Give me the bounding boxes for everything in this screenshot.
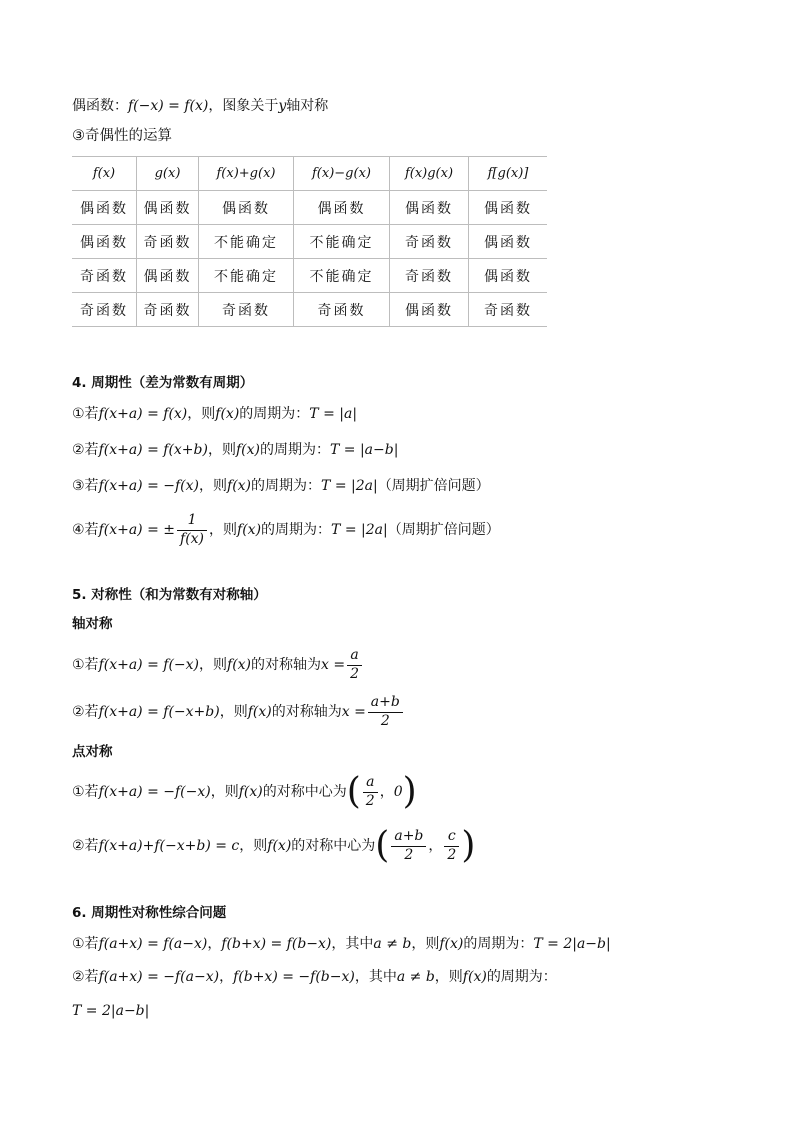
table-row (72, 225, 547, 259)
period-item-2 (72, 440, 398, 460)
item-result: T = |2a| (331, 522, 388, 538)
item-where: ，其中 (354, 969, 397, 985)
combo-item-1 (72, 934, 611, 954)
item-result: x = (321, 657, 346, 673)
item-label: ①若 (72, 657, 99, 673)
table-cell: 不能确定 (294, 225, 390, 259)
fraction-numerator: a (363, 775, 378, 792)
right-paren: ) (461, 825, 476, 866)
item-mid: ，则 (209, 522, 238, 538)
item-mid: ，则 (434, 969, 463, 985)
table-cell: 奇函数 (469, 293, 548, 327)
item-result-text: 的周期为： (463, 936, 534, 952)
item-inequality: a ≠ b (396, 969, 435, 985)
item-condition: f(x+a) = f(−x) (98, 657, 200, 673)
item-condition: f(b+x) = −f(b−x) (233, 969, 355, 985)
left-paren: ( (375, 825, 390, 866)
table-row (72, 191, 547, 225)
fraction (347, 648, 362, 682)
fraction-numerator: a+b (368, 695, 403, 712)
fraction-denominator: f(x) (180, 530, 205, 547)
item-note: （周期扩倍问题） (387, 522, 500, 538)
section-5-title: 5. 对称性（和为常数有对称轴） (72, 587, 267, 603)
header-cell: f(x)−g(x) (294, 157, 390, 191)
fraction-denominator: 2 (365, 792, 375, 809)
table-cell: 奇函数 (294, 293, 390, 327)
fraction (177, 513, 207, 547)
fraction (368, 695, 403, 729)
table-cell: 奇函数 (72, 259, 137, 293)
even-def-axis: y (278, 98, 287, 114)
item-result-text: 的对称中心为 (291, 838, 376, 854)
axis-item-1 (72, 645, 364, 685)
item-fx: f(x) (247, 704, 272, 720)
table-header-row (72, 157, 547, 191)
item-condition: f(x+a)+f(−x+b) = c (98, 838, 240, 854)
item-mid: ，则 (199, 478, 228, 494)
fraction (363, 775, 378, 809)
item-result-text: 的对称轴为 (251, 657, 322, 673)
table-cell: 偶函数 (390, 191, 469, 225)
separator: ， (428, 838, 443, 854)
header-cell: f(x)g(x) (390, 157, 469, 191)
fraction-denominator: 2 (447, 846, 457, 863)
period-item-1 (72, 404, 357, 424)
fraction (391, 829, 426, 863)
item-mid: ，则 (210, 784, 239, 800)
item-label: ②若 (72, 442, 99, 458)
section-4-title: 4. 周期性（差为常数有周期） (72, 375, 254, 391)
item-result-text: 的对称中心为 (262, 784, 347, 800)
item-fx: f(x) (439, 936, 464, 952)
table-cell: 偶函数 (199, 191, 294, 225)
combo-item-2 (72, 967, 557, 987)
item-label: ①若 (72, 784, 99, 800)
even-def-prefix: 偶函数： (72, 98, 128, 114)
even-def-formula: f(−x) = f(x) (128, 98, 209, 114)
item-label: ③若 (72, 478, 99, 494)
item-label: ②若 (72, 838, 99, 854)
item-condition: f(x+a) = −f(x) (98, 478, 200, 494)
left-paren: ( (346, 771, 361, 812)
item-note: （周期扩倍问题） (377, 478, 490, 494)
point-symmetry-title: 点对称 (72, 744, 113, 760)
table-cell: 奇函数 (72, 293, 137, 327)
item-result-text: 的周期为： (251, 478, 322, 494)
item-fx: f(x) (215, 406, 240, 422)
point-item-1 (72, 770, 417, 814)
parity-ops-title: ③奇偶性的运算 (72, 128, 172, 144)
item-result-text: 的周期为： (239, 406, 310, 422)
fraction-denominator: 2 (404, 846, 414, 863)
fraction-numerator: a+b (391, 829, 426, 846)
separator: ， (207, 936, 222, 952)
item-condition: f(x+a) = f(x+b) (98, 442, 208, 458)
table-cell: 偶函数 (390, 293, 469, 327)
table-cell: 奇函数 (199, 293, 294, 327)
table-cell: 偶函数 (137, 259, 199, 293)
axis-item-2 (72, 692, 405, 732)
fraction-denominator: 2 (380, 712, 390, 729)
item-fx: f(x) (227, 478, 252, 494)
table-cell: 偶函数 (137, 191, 199, 225)
item-fx: f(x) (267, 838, 292, 854)
fraction-numerator: c (444, 829, 459, 846)
item-label: ①若 (72, 936, 99, 952)
table-cell: 偶函数 (469, 259, 548, 293)
table-row (72, 259, 547, 293)
item-condition: f(b+x) = f(b−x) (221, 936, 332, 952)
item-condition: f(x+a) = ± (98, 522, 176, 538)
table-cell: 不能确定 (199, 225, 294, 259)
item-condition: f(x+a) = −f(−x) (98, 784, 211, 800)
parity-table (72, 156, 547, 327)
table-cell: 不能确定 (199, 259, 294, 293)
item-mid: ，则 (411, 936, 440, 952)
item-result-text: 的对称轴为 (271, 704, 342, 720)
item-fx: f(x) (238, 784, 263, 800)
header-cell: f[g(x)] (469, 157, 548, 191)
item-label: ②若 (72, 704, 99, 720)
period-item-3 (72, 476, 490, 496)
table-cell: 偶函数 (72, 225, 137, 259)
header-cell: f(x) (72, 157, 137, 191)
item-condition: f(a+x) = −f(a−x) (98, 969, 220, 985)
item-fx: f(x) (235, 442, 260, 458)
period-item-4 (72, 510, 500, 550)
item-label: ①若 (72, 406, 99, 422)
right-paren: ) (402, 771, 417, 812)
item-condition: f(x+a) = f(−x+b) (98, 704, 220, 720)
item-result: x = (341, 704, 366, 720)
table-cell: 奇函数 (390, 225, 469, 259)
table-cell: 偶函数 (469, 225, 548, 259)
item-fx: f(x) (237, 522, 262, 538)
separator: ， (219, 969, 234, 985)
separator: ， (379, 784, 394, 800)
item-result: T = |a| (309, 406, 358, 422)
even-def-suffix: 轴对称 (286, 98, 329, 114)
table-cell: 不能确定 (294, 259, 390, 293)
table-cell: 奇函数 (390, 259, 469, 293)
table-cell: 奇函数 (137, 225, 199, 259)
item-result-text: 的周期为： (259, 442, 330, 458)
item-mid: ，则 (187, 406, 216, 422)
combo-item-2-result: T = 2|a−b| (72, 1003, 150, 1019)
table-row (72, 293, 547, 327)
item-fx: f(x) (462, 969, 487, 985)
header-cell: f(x)+g(x) (199, 157, 294, 191)
table-cell: 奇函数 (137, 293, 199, 327)
table-cell: 偶函数 (72, 191, 137, 225)
second-coordinate: 0 (393, 784, 403, 800)
item-fx: f(x) (227, 657, 252, 673)
axis-symmetry-title: 轴对称 (72, 616, 113, 632)
table-cell: 偶函数 (294, 191, 390, 225)
fraction-numerator: 1 (177, 513, 207, 530)
item-result-text: 的周期为： (261, 522, 332, 538)
item-mid: ，则 (207, 442, 236, 458)
even-function-def (72, 96, 328, 116)
item-result: T = |2a| (321, 478, 378, 494)
item-condition: f(a+x) = f(a−x) (98, 936, 208, 952)
item-label: ④若 (72, 522, 99, 538)
item-result: T = 2|a−b| (533, 936, 611, 952)
header-cell: g(x) (137, 157, 199, 191)
fraction (444, 829, 459, 863)
item-label: ②若 (72, 969, 99, 985)
fraction-numerator: a (347, 648, 362, 665)
item-mid: ，则 (199, 657, 228, 673)
item-condition: f(x+a) = f(x) (98, 406, 188, 422)
item-mid: ，则 (219, 704, 248, 720)
item-where: ，其中 (331, 936, 374, 952)
even-def-mid: ，图象关于 (208, 98, 279, 114)
table-cell: 偶函数 (469, 191, 548, 225)
section-6-title: 6. 周期性对称性综合问题 (72, 905, 227, 921)
item-result: T = |a−b| (329, 442, 399, 458)
fraction-denominator: 2 (350, 665, 360, 682)
item-inequality: a ≠ b (373, 936, 412, 952)
item-result-text: 的周期为： (486, 969, 557, 985)
point-item-2 (72, 824, 475, 868)
item-mid: ，则 (239, 838, 268, 854)
